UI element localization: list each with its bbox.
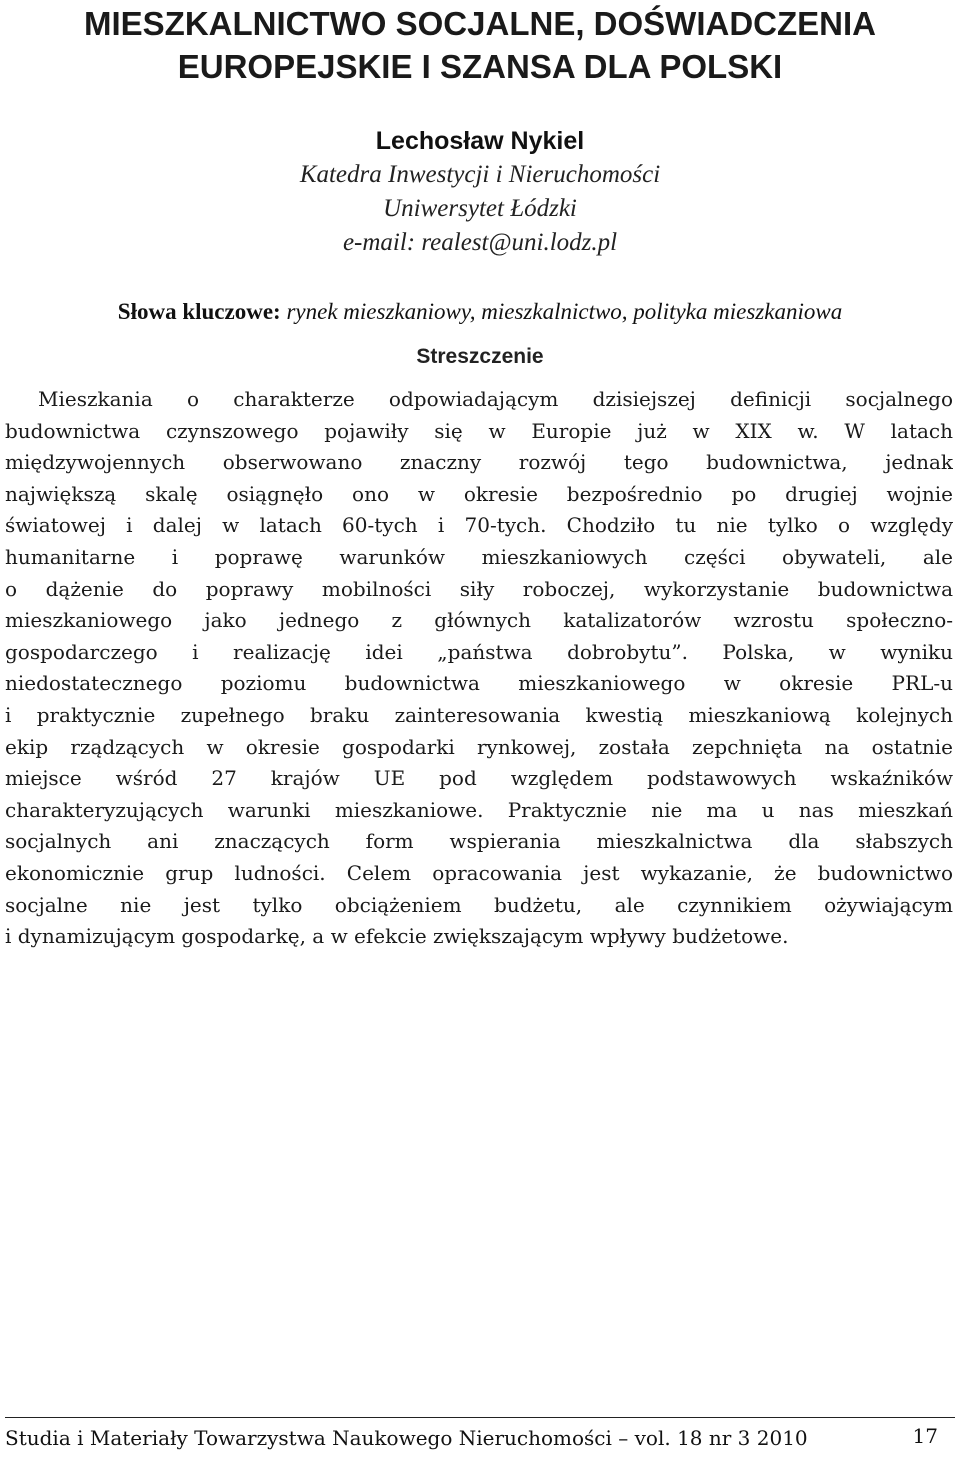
abstract-line: charakteryzujących warunki mieszkaniowe. Praktycznie nie ma u nas mieszkań bbox=[5, 797, 953, 822]
keywords-value: rynek mieszkaniowy, mieszkalnictwo, polityka mieszkaniowa bbox=[286, 299, 843, 324]
page-number: 17 bbox=[912, 1424, 938, 1448]
abstract-line: międzywojennych obserwowano znaczny rozwój tego budownictwa, jednak bbox=[5, 450, 953, 475]
author-university: Uniwersytet Łódzki bbox=[383, 195, 577, 222]
author-name: Lechosław Nykiel bbox=[375, 127, 585, 155]
paper-title-line-2: EUROPEJSKIE I SZANSA DLA POLSKI bbox=[177, 48, 783, 85]
abstract-line: światowej i dalej w latach 60-tych i 70-tych. Chodziło tu nie tylko o względy bbox=[5, 513, 953, 538]
author-email[interactable]: e-mail: realest@uni.lodz.pl bbox=[342, 229, 618, 256]
abstract-line: miejsce wśród 27 krajów UE pod względem podstawowych wskaźników bbox=[5, 766, 953, 791]
abstract-line: i praktycznie zupełnego braku zainteresowania kwestią mieszkaniową kolejnych bbox=[5, 702, 953, 727]
abstract-line: o dążenie do poprawy mobilności siły roboczej, wykorzystanie budownictwa bbox=[5, 576, 953, 601]
abstract-line: gospodarczego i realizację idei „państwa dobrobytu”. Polska, w wyniku bbox=[5, 639, 953, 664]
abstract-line: mieszkaniowego jako jednego z głównych katalizatorów wzrostu społeczno- bbox=[5, 608, 953, 633]
footer-journal-citation: Studia i Materiały Towarzystwa Naukowego Nieruchomości – vol. 18 nr 3 2010 bbox=[5, 1426, 808, 1450]
abstract-line: największą skalę osiągnęło ono w okresie bezpośrednio po drugiej wojnie bbox=[5, 481, 953, 506]
abstract-line: ekip rządzących w okresie gospodarki rynkowej, została zepchnięta na ostatnie bbox=[5, 734, 953, 759]
keywords bbox=[0, 296, 960, 328]
footer-divider bbox=[5, 1417, 955, 1418]
abstract-line: socjalnych ani znaczących form wspierania mieszkalnictwa dla słabszych bbox=[5, 829, 953, 854]
abstract-line: socjalne nie jest tylko obciążeniem budżetu, ale czynnikiem ożywiającym bbox=[5, 892, 953, 917]
abstract-line: humanitarne i poprawę warunków mieszkaniowych części obywateli, ale bbox=[5, 544, 953, 569]
abstract-body bbox=[5, 384, 953, 953]
author-department: Katedra Inwestycji i Nieruchomości bbox=[299, 161, 661, 188]
abstract-line: i dynamizującym gospodarkę, a w efekcie zwiększającym wpływy budżetowe. bbox=[5, 924, 789, 949]
keywords-label: Słowa kluczowe: bbox=[117, 299, 281, 324]
abstract-line: budownictwa czynszowego pojawiły się w Europie już w XIX w. W latach bbox=[5, 418, 953, 443]
abstract-line: ekonomicznie grup ludności. Celem opracowania jest wykazanie, że budownictwo bbox=[5, 860, 953, 885]
paper-title bbox=[0, 2, 960, 88]
author-block bbox=[0, 124, 960, 260]
abstract-line: niedostatecznego poziomu budownictwa mieszkaniowego w okresie PRL-u bbox=[5, 671, 953, 696]
paper-title-line-1: MIESZKALNICTWO SOCJALNE, DOŚWIADCZENIA bbox=[84, 5, 876, 42]
abstract-line: Mieszkania o charakterze odpowiadającym dzisiejszej definicji socjalnego bbox=[38, 387, 953, 411]
abstract-heading: Streszczenie bbox=[416, 345, 544, 368]
